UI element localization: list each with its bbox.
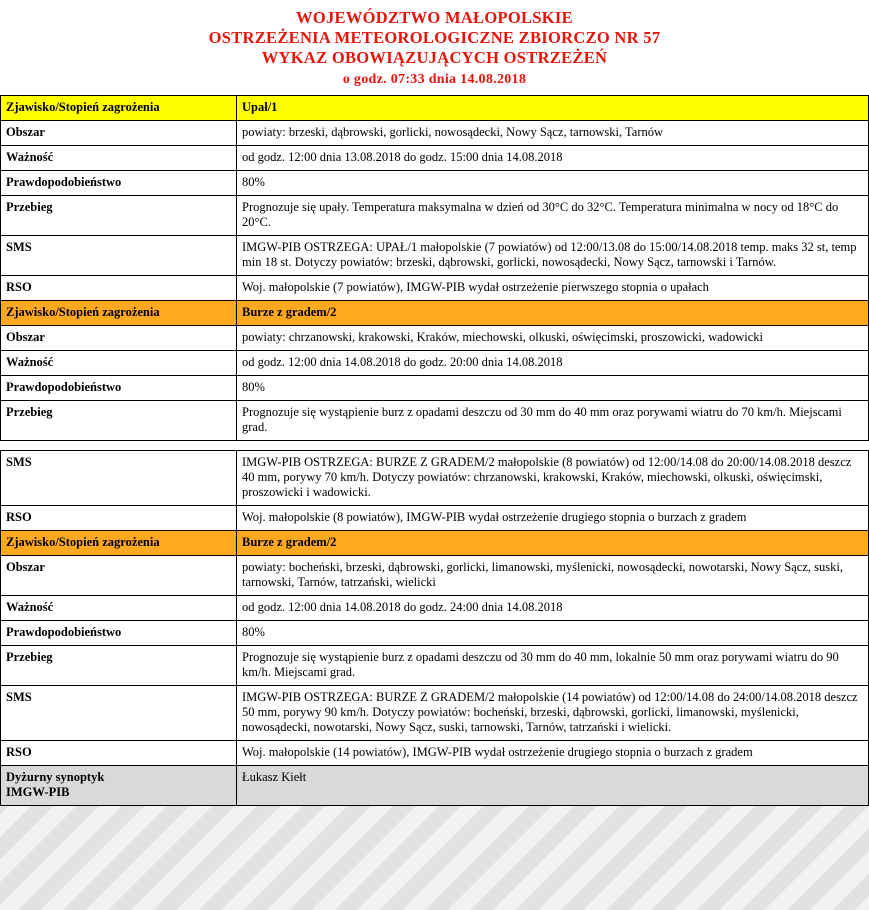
label-probability: Prawdopodobieństwo [1, 376, 237, 401]
value-rso: Woj. małopolskie (14 powiatów), IMGW-PIB wydał ostrzeżenie drugiego stopnia o burzach z gradem [237, 741, 869, 766]
document-header [0, 0, 869, 95]
value-rso: Woj. małopolskie (7 powiatów), IMGW-PIB wydał ostrzeżenie pierwszego stopnia o upałach [237, 276, 869, 301]
value-probability: 80% [237, 376, 869, 401]
label-phenomenon: Zjawisko/Stopień zagrożenia [1, 96, 237, 121]
label-phenomenon: Zjawisko/Stopień zagrożenia [1, 301, 237, 326]
table-row [1, 741, 869, 766]
header-line-list-title: WYKAZ OBOWIĄZUJĄCYCH OSTRZEŻEŃ [261, 48, 608, 67]
table-row [1, 196, 869, 236]
table-row [1, 326, 869, 351]
value-probability: 80% [237, 621, 869, 646]
value-area: powiaty: brzeski, dąbrowski, gorlicki, nowosądecki, Nowy Sącz, tarnowski, Tarnów [237, 121, 869, 146]
label-area: Obszar [1, 121, 237, 146]
page-break-gap [1, 441, 869, 451]
table-row [1, 506, 869, 531]
value-rso: Woj. małopolskie (8 powiatów), IMGW-PIB wydał ostrzeżenie drugiego stopnia o burzach z gradem [237, 506, 869, 531]
label-probability: Prawdopodobieństwo [1, 621, 237, 646]
table-row [1, 276, 869, 301]
table-row [1, 621, 869, 646]
label-course: Przebieg [1, 646, 237, 686]
value-sms: IMGW-PIB OSTRZEGA: UPAŁ/1 małopolskie (7 powiatów) od 12:00/13.08 do 15:00/14.08.2018 temp. maks 32 st, temp min 18 st. Dotyczy powiatów: brzeski, dąbrowski, gorlicki, nowosądecki, Nowy Sącz, tarnowski i Tarnów. [237, 236, 869, 276]
table-row [1, 686, 869, 741]
table-row [1, 646, 869, 686]
value-course: Prognozuje się wystąpienie burz z opadami deszczu od 30 mm do 40 mm oraz porywami wiatru do 70 km/h. Miejscami grad. [237, 401, 869, 441]
header-line-timestamp: o godz. 07:33 dnia 14.08.2018 [342, 72, 527, 87]
label-sms: SMS [1, 236, 237, 276]
value-probability: 80% [237, 171, 869, 196]
duty-label-line1: Dyżurny synoptyk [6, 770, 105, 784]
label-area: Obszar [1, 556, 237, 596]
header-line-voivodeship: WOJEWÓDZTWO MAŁOPOLSKIE [296, 8, 573, 27]
value-sms: IMGW-PIB OSTRZEGA: BURZE Z GRADEM/2 małopolskie (14 powiatów) od 12:00/14.08 do 24:00/14.08.2018 deszcz 50 mm, porywy 90 km/h. Dotyczy powiatów: bocheński, brzeski, dąbrowski, gorlicki, limanowski, myślenicki, nowosądecki, nowotarski, Nowy Sącz, suski, tarnowski, Tarnów, tatrzański i wielicki. [237, 686, 869, 741]
label-phenomenon: Zjawisko/Stopień zagrożenia [1, 531, 237, 556]
label-validity: Ważność [1, 351, 237, 376]
value-area: powiaty: bocheński, brzeski, dąbrowski, gorlicki, limanowski, myślenicki, nowosądecki, nowotarski, Nowy Sącz, suski, tarnowski, Tarnów, tatrzański, wielicki [237, 556, 869, 596]
warning-header-row [1, 96, 869, 121]
label-area: Obszar [1, 326, 237, 351]
header-line-bulletin-number: OSTRZEŻENIA METEOROLOGICZNE ZBIORCZO NR 57 [208, 28, 661, 47]
value-validity: od godz. 12:00 dnia 14.08.2018 do godz. 20:00 dnia 14.08.2018 [237, 351, 869, 376]
value-phenomenon: Burze z gradem/2 [237, 301, 869, 326]
warnings-table [0, 95, 869, 806]
duty-forecaster-row [1, 766, 869, 806]
table-row [1, 556, 869, 596]
value-course: Prognozuje się wystąpienie burz z opadami deszczu od 30 mm do 40 mm, lokalnie 50 mm oraz porywami wiatru do 90 km/h. Miejscami grad. [237, 646, 869, 686]
table-row [1, 376, 869, 401]
value-duty-forecaster: Łukasz Kiełt [237, 766, 869, 806]
label-sms: SMS [1, 451, 237, 506]
table-row [1, 146, 869, 171]
value-course: Prognozuje się upały. Temperatura maksymalna w dzień od 30°C do 32°C. Temperatura minimalna w nocy od 18°C do 20°C. [237, 196, 869, 236]
table-row [1, 171, 869, 196]
value-validity: od godz. 12:00 dnia 13.08.2018 do godz. 15:00 dnia 14.08.2018 [237, 146, 869, 171]
value-area: powiaty: chrzanowski, krakowski, Kraków, miechowski, olkuski, oświęcimski, proszowicki, wadowicki [237, 326, 869, 351]
label-rso: RSO [1, 276, 237, 301]
warning-header-row [1, 301, 869, 326]
label-duty-forecaster [1, 766, 237, 806]
label-validity: Ważność [1, 596, 237, 621]
label-course: Przebieg [1, 196, 237, 236]
label-course: Przebieg [1, 401, 237, 441]
duty-label-line2: IMGW-PIB [6, 785, 70, 799]
value-phenomenon: Burze z gradem/2 [237, 531, 869, 556]
warning-header-row [1, 531, 869, 556]
label-sms: SMS [1, 686, 237, 741]
label-rso: RSO [1, 741, 237, 766]
value-phenomenon: Upał/1 [237, 96, 869, 121]
table-row [1, 351, 869, 376]
table-row [1, 596, 869, 621]
label-rso: RSO [1, 506, 237, 531]
value-sms: IMGW-PIB OSTRZEGA: BURZE Z GRADEM/2 małopolskie (8 powiatów) od 12:00/14.08 do 20:00/14.08.2018 deszcz 40 mm, porywy 70 km/h. Dotyczy powiatów: chrzanowski, krakowski, Kraków, miechowski, olkuski, oświęcimski, proszowicki i wadowicki. [237, 451, 869, 506]
table-row [1, 401, 869, 441]
label-validity: Ważność [1, 146, 237, 171]
table-row [1, 451, 869, 506]
label-probability: Prawdopodobieństwo [1, 171, 237, 196]
table-row [1, 121, 869, 146]
value-validity: od godz. 12:00 dnia 14.08.2018 do godz. 24:00 dnia 14.08.2018 [237, 596, 869, 621]
table-row [1, 236, 869, 276]
